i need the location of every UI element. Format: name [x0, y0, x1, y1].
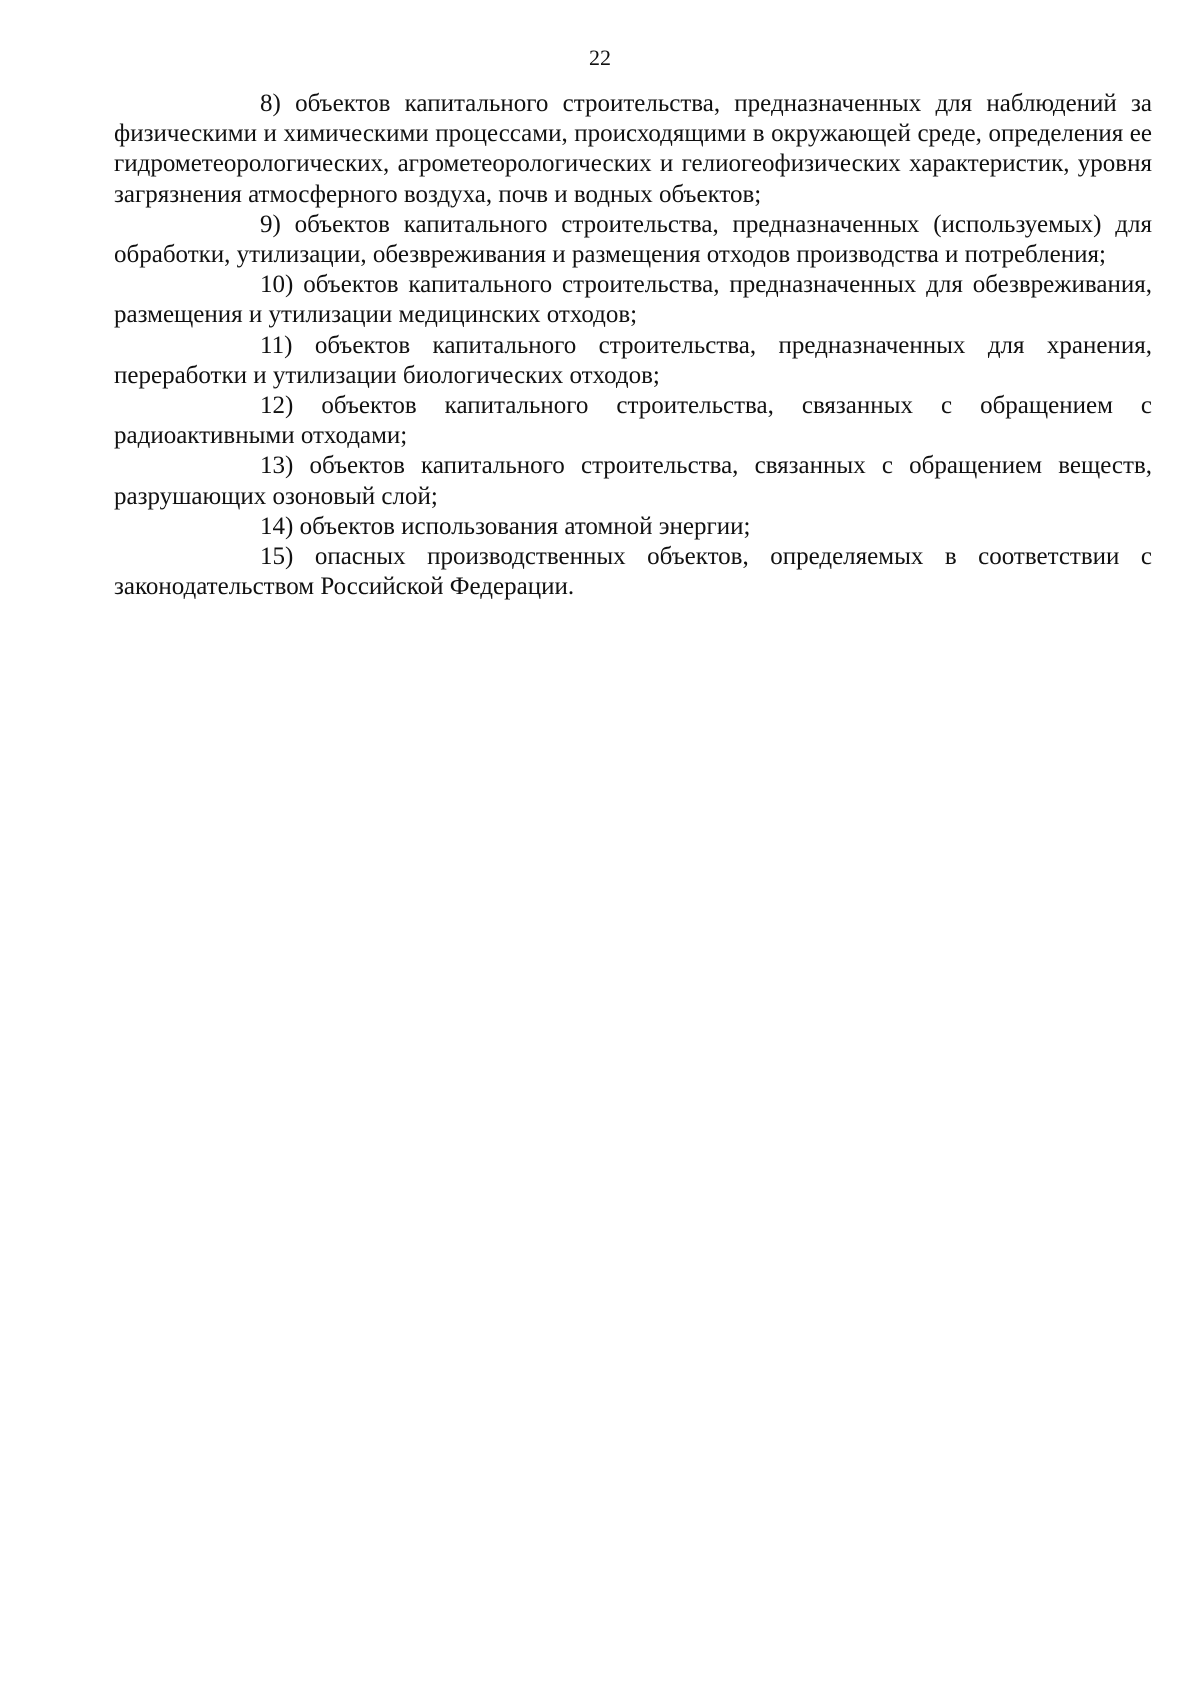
- item-text: объектов использования атомной энергии;: [299, 512, 751, 540]
- item-text: объектов капитального строительства, предназначенных для наблюдений за физическими и химическими процессами, происходящими в окружающей среде, определения ее гидрометеорологических, агрометеорологических и гелиогеофизических характеристик, уровня загрязнения атмосферного воздуха, почв и водных объектов;: [114, 90, 1153, 208]
- item-number: 9): [260, 210, 281, 238]
- list-item: [114, 331, 1152, 391]
- item-number: 13): [260, 452, 294, 480]
- item-text: опасных производственных объектов, определяемых в соответствии с законодательством Российской Федерации.: [114, 543, 1153, 601]
- item-number: 12): [260, 392, 294, 420]
- item-number: 8): [260, 90, 281, 117]
- item-text: объектов капитального строительства, связанных с обращением веществ, разрушающих озоновый слой;: [114, 452, 1153, 510]
- list-item: [114, 512, 1152, 542]
- item-text: объектов капитального строительства, предназначенных (используемых) для обработки, утилизации, обезвреживания и размещения отходов производства и потребления;: [114, 210, 1152, 269]
- item-text: объектов капитального строительства, предназначенных для хранения, переработки и утилизации биологических отходов;: [114, 331, 1152, 389]
- item-number: 10): [260, 271, 294, 299]
- item-number: 14): [260, 512, 294, 540]
- list-item: [114, 451, 1152, 511]
- item-text: объектов капитального строительства, связанных с обращением с радиоактивными отходами;: [114, 392, 1153, 450]
- list-item: [114, 391, 1152, 451]
- list-item: [114, 210, 1152, 270]
- list-item: [114, 270, 1152, 330]
- page-number: 22: [589, 45, 611, 70]
- list-item: [114, 89, 1152, 210]
- item-number: 11): [260, 331, 293, 359]
- list-item: [114, 542, 1152, 602]
- item-text: объектов капитального строительства, предназначенных для обезвреживания, размещения и утилизации медицинских отходов;: [114, 271, 1152, 329]
- document-body: [114, 89, 1152, 602]
- item-number: 15): [260, 543, 294, 571]
